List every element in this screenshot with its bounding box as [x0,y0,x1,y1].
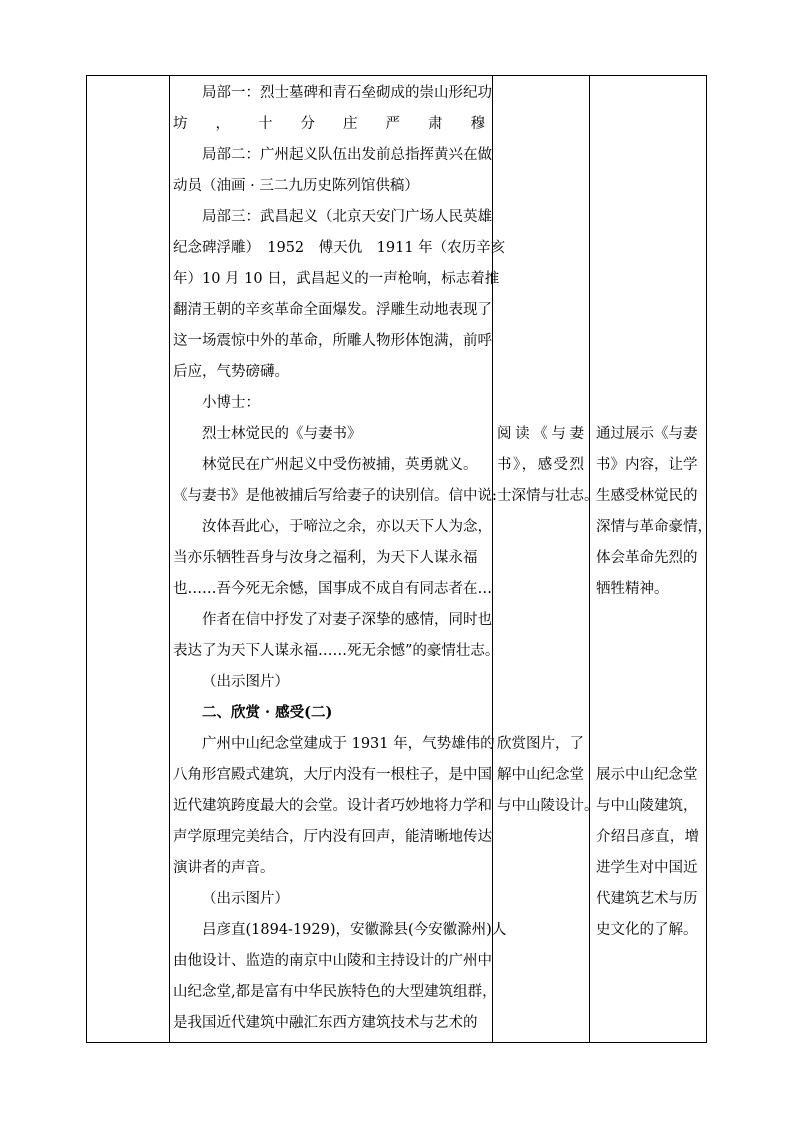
text-line: 演讲者的声音。 [173,860,275,876]
text-line: 林觉民在广州起义中受伤被捕，英勇就义。 [202,457,478,473]
section-heading: 小博士： [202,395,260,411]
text-line: 八角形宫殿式建筑，大厅内没有一根柱子，是中国 [173,767,492,783]
column-divider [169,76,170,1042]
text-line: 纪念碑浮雕） 1952 傅天仇 1911 年（农历辛亥 [173,240,506,256]
text-line: 当亦乐牺牲吾身与汝身之福利，为天下人谋永福 [173,550,478,566]
text-line: 动员（油画 · 三二九历史陈列馆供稿） [173,178,419,194]
column-divider [492,76,493,1042]
text-line: 吕彦直(1894-1929)，安徽滁县(今安徽滁州)人 [202,922,507,938]
text-line: 局部二：广州起义队伍出发前总指挥黄兴在做 [202,147,492,163]
text-line: 后应，气势磅礴。 [173,364,289,380]
text-line: 广州中山纪念堂建成于 1931 年，气势雄伟的 [202,736,495,752]
section-heading: 二、欣赏 · 感受(二) [202,704,333,721]
column-divider [589,76,590,1042]
text-line: 也……吾今死无余憾，国事成不成自有同志者在… [173,581,492,597]
intent-line: 展示中山纪念堂 [596,767,698,783]
intent-line: 体会革命先烈的 [596,550,698,566]
intent-line: 书》内容，让学 [596,457,698,473]
text-line: 声学原理完美结合，厅内没有回声，能清晰地传达 [173,829,492,845]
text-line: 局部一：烈士墓碑和青石垒砌成的崇山形纪功 [202,85,492,101]
text-line: 山纪念堂,都是富有中华民族特色的大型建筑组群， [173,984,497,1000]
text-line: 汝体吾此心，于啼泣之余，亦以天下人为念， [202,519,492,535]
image-note: （出示图片） [202,674,289,690]
text-line: 局部三：武昌起义（北京天安门广场人民英雄 [202,209,492,225]
text-line: 烈士林觉民的《与妻书》 [202,426,362,442]
activity-line: 与中山陵设计。 [497,798,599,814]
text-line: 作者在信中抒发了对妻子深挚的感情，同时也 [202,612,492,628]
text-line: 《与妻书》是他被捕后写给妻子的诀别信。信中说: [173,488,497,504]
text-line: 是我国近代建筑中融汇东西方建筑技术与艺术的 [173,1015,478,1031]
intent-line: 史文化的了解。 [596,922,698,938]
text-line: 坊，十分庄严肃穆 [173,116,485,132]
activity-line: 欣赏图片，了 [497,736,584,752]
intent-line: 进学生对中国近 [596,860,698,876]
activity-line: 解中山纪念堂 [497,767,584,783]
activity-line: 士深情与壮志。 [497,488,599,504]
text-line: 翻清王朝的辛亥革命全面爆发。浮雕生动地表现了 [173,302,492,318]
text-line: 表达了为天下人谋永福……死无余憾”的豪情壮志。 [173,643,500,659]
image-note: （出示图片） [202,891,289,907]
intent-line: 代建筑艺术与历 [596,891,698,907]
activity-line: 阅读《与妻 [497,426,584,442]
intent-line: 通过展示《与妻 [596,426,698,442]
intent-line: 深情与革命豪情， [596,519,712,535]
text-line: 这一场震惊中外的革命，所雕人物形体饱满，前呼 [173,333,492,349]
intent-line: 介绍吕彦直，增 [596,829,699,845]
text-line: 近代建筑跨度最大的会堂。设计者巧妙地将力学和 [173,798,492,814]
intent-line: 生感受林觉民的 [596,488,698,504]
intent-line: 与中山陵建筑， [596,798,698,814]
text-line: 由他设计、监造的南京中山陵和主持设计的广州中 [173,953,492,969]
intent-line: 牺牲精神。 [596,581,669,597]
activity-line: 书》，感受烈 [497,457,584,473]
text-line: 年）10 月 10 日，武昌起义的一声枪响，标志着推 [173,271,500,287]
